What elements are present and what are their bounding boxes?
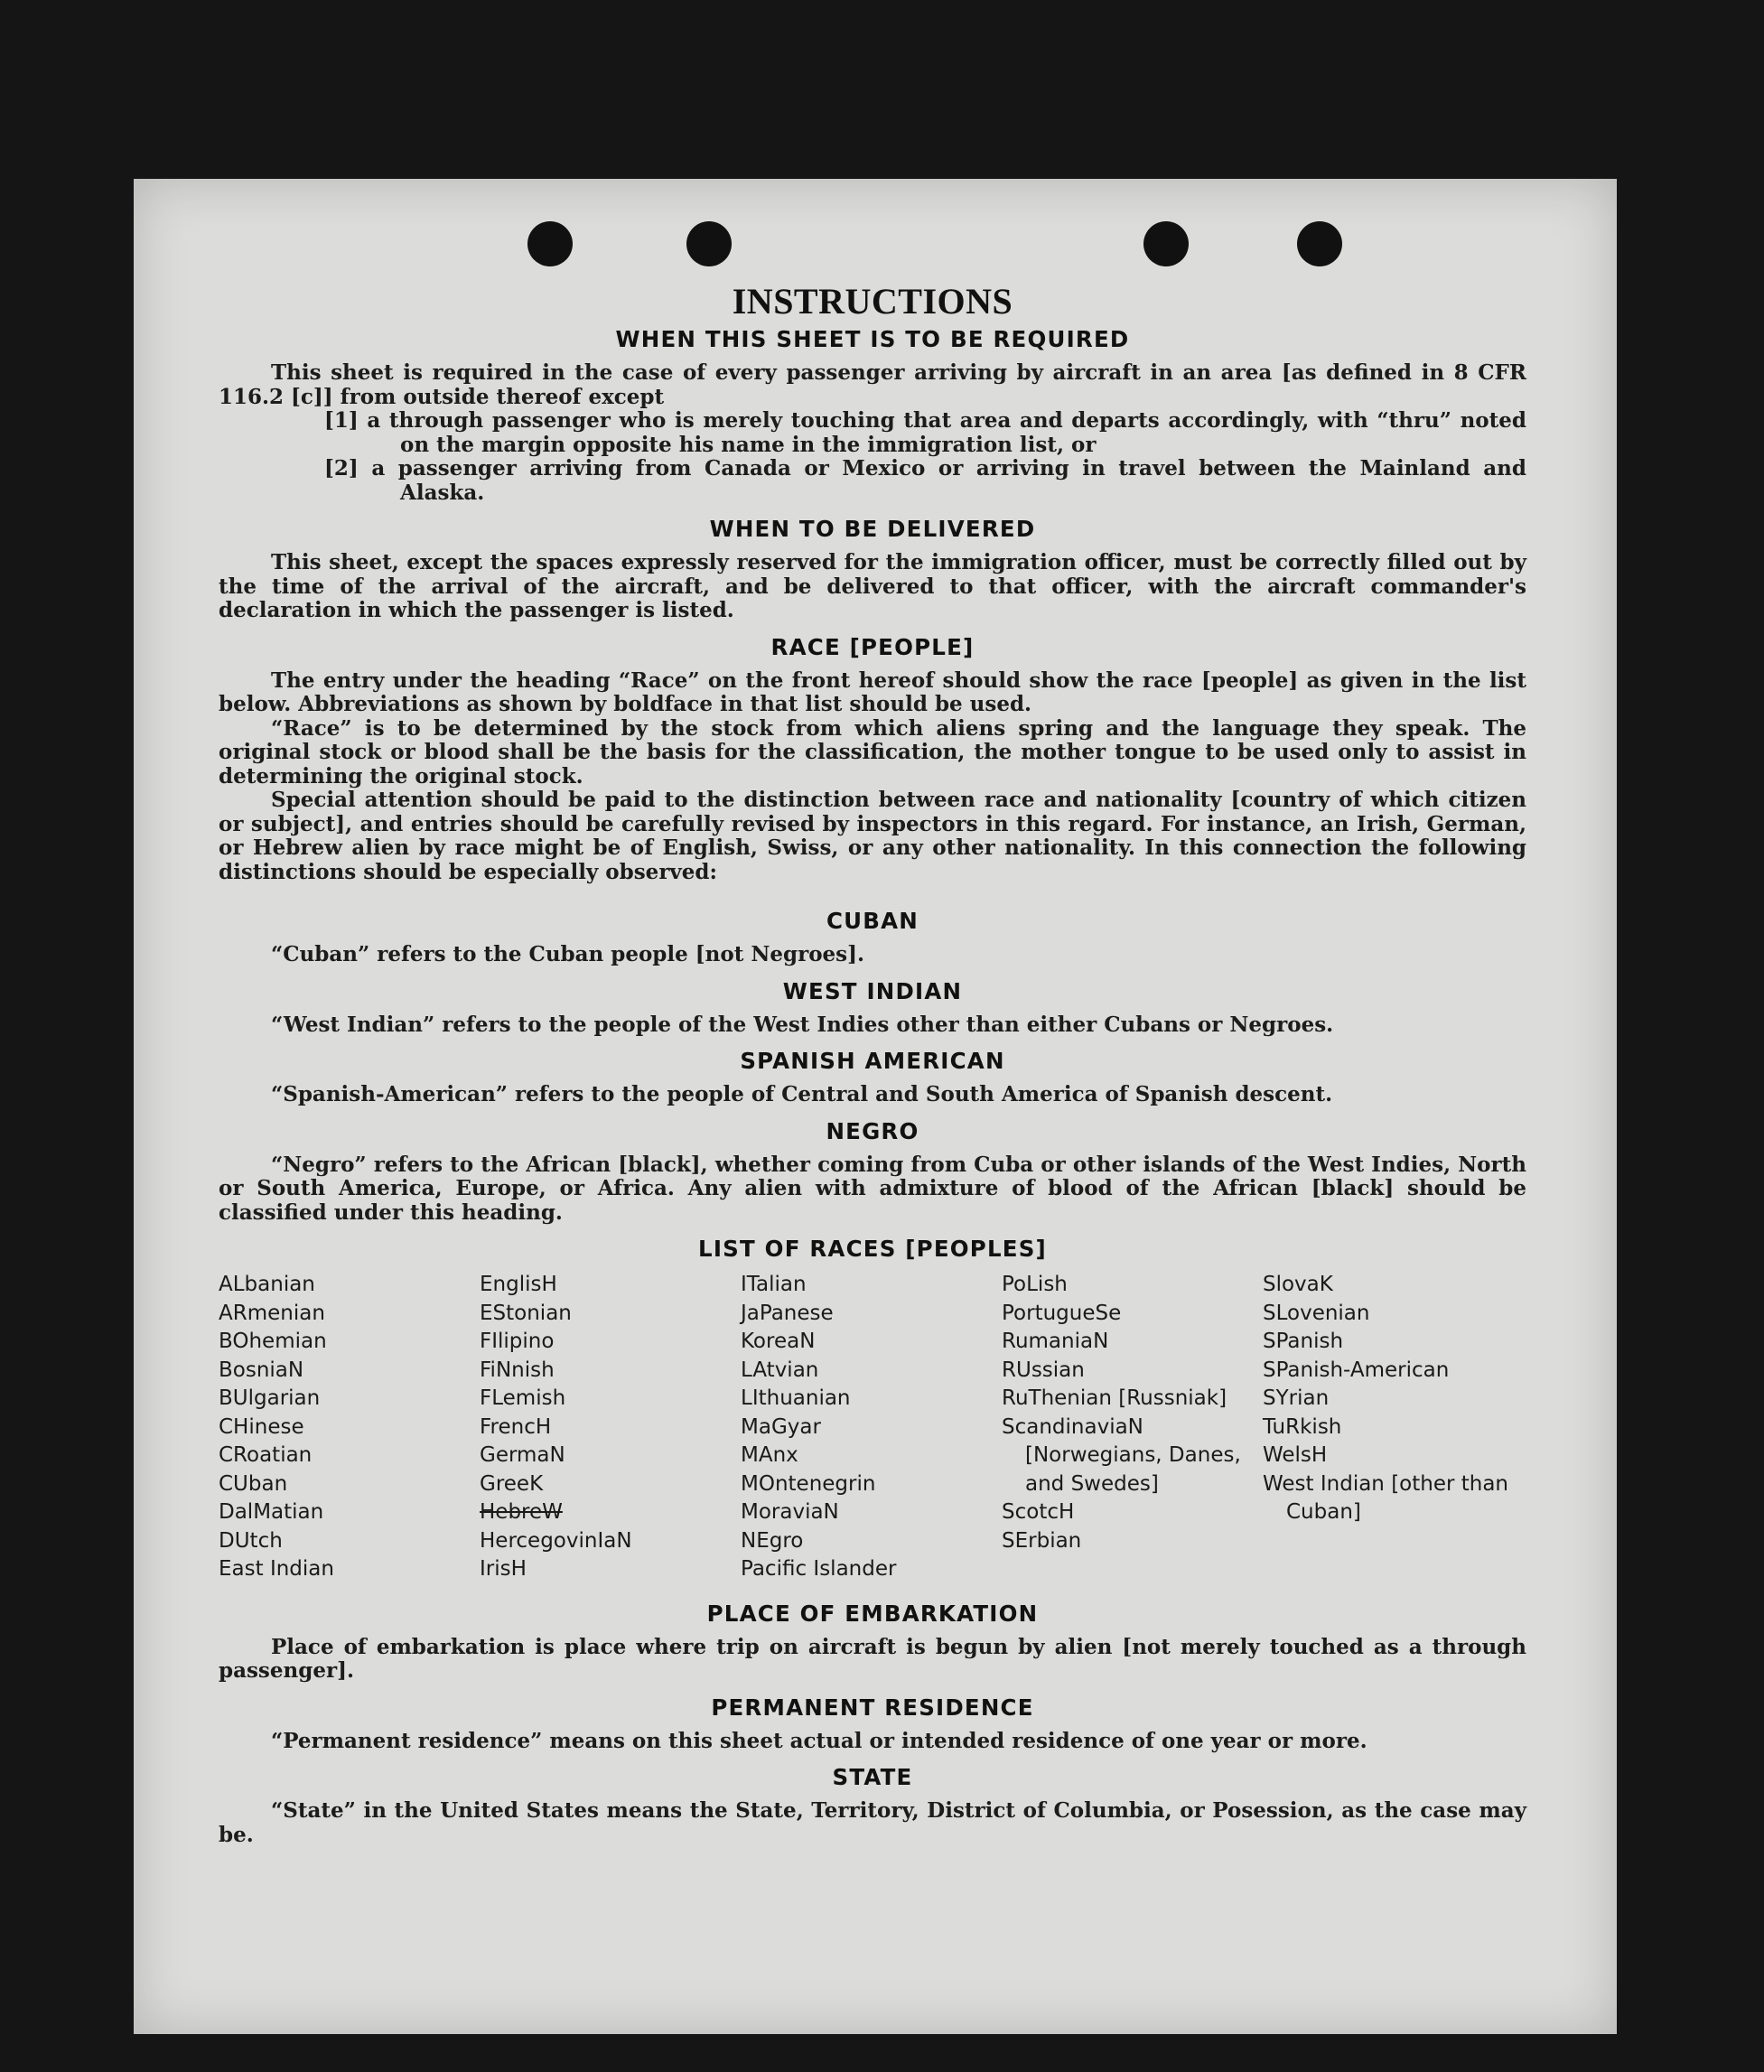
- race-entry: DalMatian: [219, 1500, 324, 1524]
- race-entry: SlovaK: [1263, 1273, 1333, 1296]
- race-entry: ScandinaviaN [Norwegians, Danes, and Swedes]: [1002, 1414, 1241, 1496]
- race-entry: MOntenegrin: [741, 1471, 876, 1496]
- race-entry: NEgro: [741, 1528, 804, 1553]
- section-heading-negro: NEGRO: [826, 1117, 919, 1144]
- race-entry: BosniaN: [219, 1358, 304, 1382]
- race-entry: SYrian: [1263, 1386, 1330, 1410]
- required-intro: This sheet is required in the case of every passenger arriving by aircraft in an area [as defined in 8 CFR 116.2 [c]] from outside thereof except: [219, 360, 1526, 409]
- race-entry: LAtvian: [741, 1358, 819, 1382]
- race-entry: KoreaN: [741, 1330, 816, 1353]
- section-heading-state: STATE: [832, 1764, 913, 1790]
- race-entry: SPanish: [1263, 1330, 1344, 1353]
- page-title: INSTRUCTIONS: [732, 281, 1013, 322]
- section-heading-race: RACE [PEOPLE]: [770, 633, 975, 660]
- negro-text: “Negro” refers to the African [black], whether coming from Cuba or other islands of the West Indies, North or South America, Europe, or Africa. Any alien with admixture of blood of the African [black] should be classified under this heading.: [219, 1152, 1526, 1225]
- races-column: [480, 1271, 741, 1584]
- punch-hole: [1143, 221, 1189, 266]
- race-entry: RuThenian [Russniak]: [1002, 1386, 1227, 1410]
- race-entry: PoLish: [1002, 1273, 1068, 1296]
- races-list: [219, 1271, 1526, 1584]
- embarkation-text: Place of embarkation is place where trip on aircraft is begun by alien [not merely touched as a through passenger].: [219, 1634, 1526, 1683]
- section-heading-races-list: LIST OF RACES [PEOPLES]: [698, 1236, 1047, 1262]
- race-entry: ARmenian: [219, 1301, 325, 1325]
- race-entry: EStonian: [480, 1301, 572, 1325]
- section-heading-cuban: CUBAN: [826, 908, 919, 934]
- race-entry: GermaN: [480, 1443, 565, 1467]
- race-entry: RUssian: [1002, 1358, 1085, 1382]
- race-paragraph: Special attention should be paid to the distinction between race and nationality [country of which citizen or subject], and entries should be carefully revised by inspectors in this regard. For instance, an Irish, German, or Hebrew alien by race might be of English, Swiss, or any other nationality. In this connection the following distinctions should be especially observed:: [219, 788, 1526, 884]
- residence-text: “Permanent residence” means on this sheet actual or intended residence of one year or more.: [271, 1728, 1367, 1753]
- race-entry: SPanish-American: [1263, 1358, 1450, 1382]
- race-entry: West Indian [other than Cuban]: [1263, 1471, 1509, 1524]
- race-entry: EnglisH: [480, 1273, 557, 1296]
- race-entry: East Indian: [219, 1557, 334, 1581]
- race-entry: ALbanian: [219, 1273, 315, 1296]
- section-heading-required: WHEN THIS SHEET IS TO BE REQUIRED: [615, 326, 1130, 352]
- race-entry: HercegovinIaN: [480, 1528, 632, 1553]
- race-entry: CRoatian: [219, 1443, 313, 1467]
- race-entry: WelsH: [1263, 1443, 1328, 1467]
- section-heading-spanish-american: SPANISH AMERICAN: [740, 1048, 1005, 1074]
- punch-hole: [527, 221, 573, 266]
- west-indian-text: “West Indian” refers to the people of the West Indies other than either Cubans or Negroes.: [271, 1012, 1334, 1037]
- race-entry: FLemish: [480, 1386, 566, 1410]
- race-entry: RumaniaN: [1002, 1330, 1109, 1353]
- race-entry: FiNnish: [480, 1358, 555, 1382]
- race-entry: ScotcH: [1002, 1500, 1075, 1524]
- cuban-text: “Cuban” refers to the Cuban people [not Negroes].: [271, 942, 865, 966]
- section-heading-embarkation: PLACE OF EMBARKATION: [706, 1600, 1039, 1627]
- race-entry: CHinese: [219, 1414, 304, 1439]
- race-entry: GreeK: [480, 1471, 544, 1496]
- race-entry: LIthuanian: [741, 1386, 851, 1410]
- section-heading-west-indian: WEST INDIAN: [782, 977, 963, 1004]
- race-entry: FIlipino: [480, 1330, 555, 1353]
- race-entry: SLovenian: [1263, 1301, 1370, 1325]
- race-entry: JaPanese: [741, 1301, 834, 1325]
- sheet-content: [219, 280, 1526, 1847]
- race-entry: PortugueSe: [1002, 1301, 1122, 1325]
- instruction-sheet: [134, 179, 1617, 2034]
- race-entry: BUlgarian: [219, 1386, 321, 1410]
- punch-hole: [1297, 221, 1342, 266]
- race-entry: Pacific Islander: [741, 1557, 897, 1581]
- race-paragraph: “Race” is to be determined by the stock from which aliens spring and the language they speak. The original stock or blood shall be the basis for the classification, the mother tongue to be used only to assist in determining the original stock.: [219, 715, 1526, 789]
- exception-item: [2] a passenger arriving from Canada or Mexico or arriving in travel between the Mainland and Alaska.: [324, 456, 1526, 505]
- race-entry: SErbian: [1002, 1528, 1082, 1553]
- delivered-text: This sheet, except the spaces expressly reserved for the immigration officer, must be correctly filled out by the time of the arrival of the aircraft, and be delivered to that officer, with the aircraft commander's declaration in which the passenger is listed.: [219, 550, 1526, 622]
- race-entry: ITalian: [741, 1273, 807, 1296]
- race-paragraph: The entry under the heading “Race” on the front hereof should show the race [people] as given in the list below. Abbreviations as shown by boldface in that list should be used.: [219, 667, 1526, 716]
- race-entry: DUtch: [219, 1528, 283, 1553]
- race-entry: MoraviaN: [741, 1500, 839, 1524]
- race-entry-struck: HebreW: [480, 1500, 563, 1524]
- state-text: “State” in the United States means the State, Territory, District of Columbia, or Posession, as the case may be.: [219, 1798, 1526, 1847]
- race-entry: MaGyar: [741, 1414, 821, 1439]
- races-column: [741, 1271, 1002, 1584]
- race-entry: MAnx: [741, 1443, 798, 1467]
- section-heading-delivered: WHEN TO BE DELIVERED: [709, 516, 1036, 542]
- race-entry: CUban: [219, 1471, 288, 1496]
- races-column: [1263, 1271, 1524, 1584]
- race-entry: TuRkish: [1263, 1414, 1342, 1439]
- races-column: [1002, 1271, 1263, 1584]
- spanish-american-text: “Spanish-American” refers to the people of Central and South America of Spanish descent.: [271, 1082, 1333, 1106]
- races-column: [219, 1271, 480, 1584]
- race-entry: FrencH: [480, 1414, 552, 1439]
- race-entry: BOhemian: [219, 1330, 327, 1353]
- section-heading-residence: PERMANENT RESIDENCE: [711, 1694, 1034, 1721]
- punch-hole: [686, 221, 732, 266]
- race-entry: IrisH: [480, 1557, 527, 1581]
- exception-item: [1] a through passenger who is merely touching that area and departs accordingly, with “thru” noted on the margin opposite his name in the immigration list, or: [324, 408, 1526, 457]
